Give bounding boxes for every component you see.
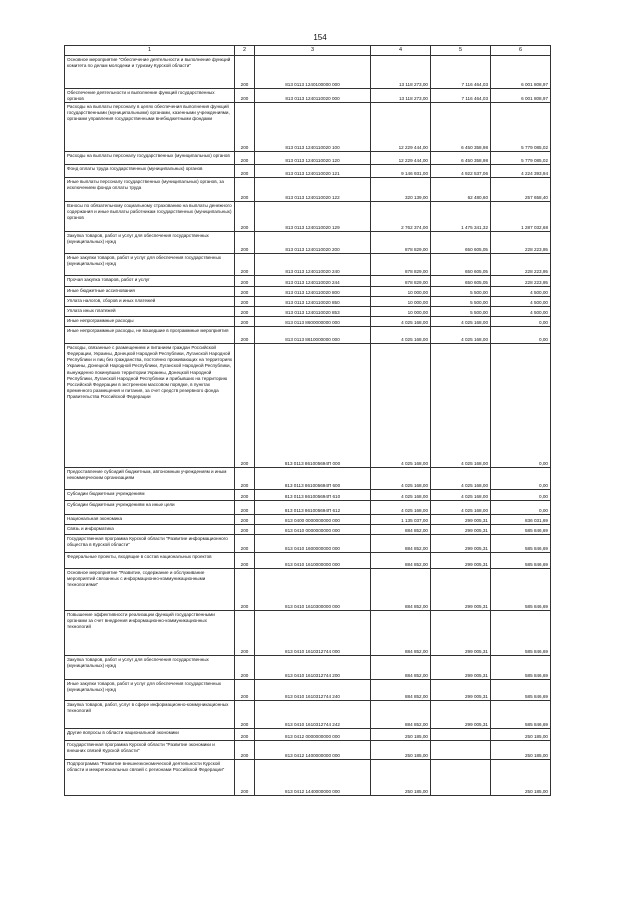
row-executed-amount: 299 005,31 xyxy=(431,656,491,680)
row-label: Иные выплаты персоналу государственных (муниципальных) органов, за исключением фонда оплаты труда xyxy=(65,178,235,202)
row-approved-amount: 884 852,00 xyxy=(371,680,431,701)
table-row xyxy=(65,680,551,701)
row-remaining-amount: 4 500,00 xyxy=(491,287,551,297)
row-classification-code: 813 0113 1240110020 244 xyxy=(255,276,371,287)
row-executed-amount: 299 005,31 xyxy=(431,611,491,656)
row-label: Закупка товаров, работ, услуг в сфере информационно-коммуникационных технологий xyxy=(65,701,235,729)
row-line-code: 200 xyxy=(235,317,255,327)
row-classification-code: 813 0113 1240110020 853 xyxy=(255,307,371,317)
row-remaining-amount: 0,00 xyxy=(491,468,551,490)
row-line-code: 200 xyxy=(235,656,255,680)
row-classification-code: 813 0412 0000000000 000 xyxy=(255,729,371,741)
row-classification-code: 813 0410 1610312744 000 xyxy=(255,611,371,656)
table-row xyxy=(65,327,551,344)
row-line-code: 200 xyxy=(235,327,255,344)
table-row xyxy=(65,701,551,729)
row-classification-code: 813 0113 1240110020 129 xyxy=(255,202,371,232)
row-executed-amount: 4 025 168,00 xyxy=(431,501,491,515)
row-remaining-amount: 250 185,00 xyxy=(491,760,551,796)
row-approved-amount: 250 185,00 xyxy=(371,729,431,741)
row-line-code: 200 xyxy=(235,525,255,535)
budget-execution-table xyxy=(64,45,551,796)
row-line-code: 200 xyxy=(235,760,255,796)
row-executed-amount: 5 500,00 xyxy=(431,287,491,297)
row-classification-code: 813 0400 0000000000 000 xyxy=(255,515,371,525)
row-approved-amount: 878 829,00 xyxy=(371,254,431,276)
row-label: Связь и информатика xyxy=(65,525,235,535)
row-executed-amount: 299 005,31 xyxy=(431,553,491,569)
row-executed-amount: 5 500,00 xyxy=(431,297,491,307)
row-approved-amount: 12 229 444,00 xyxy=(371,103,431,152)
row-remaining-amount: 6 001 808,97 xyxy=(491,56,551,89)
header-col-1: 1 xyxy=(65,46,235,56)
row-line-code: 200 xyxy=(235,515,255,525)
row-executed-amount: 4 025 168,00 xyxy=(431,317,491,327)
table-row xyxy=(65,56,551,89)
row-executed-amount: 62 480,60 xyxy=(431,178,491,202)
row-executed-amount: 4 025 168,00 xyxy=(431,490,491,501)
row-remaining-amount: 6 001 808,97 xyxy=(491,89,551,103)
row-classification-code: 813 0113 1240110020 240 xyxy=(255,254,371,276)
row-approved-amount: 878 829,00 xyxy=(371,232,431,254)
table-row xyxy=(65,202,551,232)
table-row xyxy=(65,741,551,760)
row-executed-amount: 650 605,05 xyxy=(431,276,491,287)
row-line-code: 200 xyxy=(235,741,255,760)
table-row xyxy=(65,515,551,525)
row-classification-code: 813 0113 861005694П 612 xyxy=(255,501,371,515)
row-label: Расходы, связанные с размещением и питанием граждан Российской Федерации, Украины, Донецкой Народной Республики, Луганской Народной Республики и лиц без гражданства, постоянно проживающих на территориях Украины, Донецкой Народной Республики, Луганской Народной Республики, вынужденно покинувших территории Украины, Донецкой Народной Республики, Луганской Народной Республики и прибывших на территорию Российской Федерации в экстренном массовом порядке, в пунктах временного размещения и питания, за счет средств резервного фонда Правительства Российской Федерации xyxy=(65,344,235,468)
row-remaining-amount: 228 223,95 xyxy=(491,254,551,276)
row-remaining-amount: 0,00 xyxy=(491,344,551,468)
row-classification-code: 813 0410 1610312744 240 xyxy=(255,680,371,701)
row-classification-code: 813 0113 1240110020 100 xyxy=(255,103,371,152)
row-executed-amount xyxy=(431,741,491,760)
row-remaining-amount: 0,00 xyxy=(491,501,551,515)
row-remaining-amount: 228 223,95 xyxy=(491,232,551,254)
row-executed-amount: 7 116 464,03 xyxy=(431,89,491,103)
row-label: Федеральные проекты, входящие в состав национальных проектов xyxy=(65,553,235,569)
row-approved-amount: 10 000,00 xyxy=(371,287,431,297)
table-row xyxy=(65,535,551,553)
row-approved-amount: 250 185,00 xyxy=(371,741,431,760)
row-approved-amount: 1 135 037,00 xyxy=(371,515,431,525)
row-executed-amount: 4 025 168,00 xyxy=(431,327,491,344)
row-remaining-amount: 228 223,95 xyxy=(491,276,551,287)
table-row xyxy=(65,178,551,202)
row-executed-amount: 299 005,31 xyxy=(431,525,491,535)
row-executed-amount xyxy=(431,760,491,796)
row-line-code: 200 xyxy=(235,297,255,307)
row-line-code: 200 xyxy=(235,680,255,701)
table-row xyxy=(65,152,551,165)
row-executed-amount xyxy=(431,729,491,741)
row-remaining-amount: 4 224 393,94 xyxy=(491,165,551,178)
table-row xyxy=(65,344,551,468)
row-approved-amount: 884 852,00 xyxy=(371,656,431,680)
table-row xyxy=(65,165,551,178)
row-approved-amount: 884 852,00 xyxy=(371,535,431,553)
row-executed-amount: 6 450 358,98 xyxy=(431,103,491,152)
row-remaining-amount: 1 287 032,68 xyxy=(491,202,551,232)
row-label: Государственная программа Курской области "Развитие экономики и внешних связей Курской области" xyxy=(65,741,235,760)
row-line-code: 200 xyxy=(235,232,255,254)
row-line-code: 200 xyxy=(235,490,255,501)
row-executed-amount: 4 025 168,00 xyxy=(431,344,491,468)
row-line-code: 200 xyxy=(235,729,255,741)
row-label: Субсидии бюджетным учреждениям на иные цели xyxy=(65,501,235,515)
row-remaining-amount: 585 846,69 xyxy=(491,680,551,701)
row-approved-amount: 10 000,00 xyxy=(371,307,431,317)
row-classification-code: 813 0410 0000000000 000 xyxy=(255,525,371,535)
row-approved-amount: 250 185,00 xyxy=(371,760,431,796)
row-label: Расходы на выплаты персоналу государственных (муниципальных) органов xyxy=(65,152,235,165)
row-executed-amount: 5 500,00 xyxy=(431,307,491,317)
row-label: Обеспечение деятельности и выполнение функций государственных органов xyxy=(65,89,235,103)
row-label: Уплата иных платежей xyxy=(65,307,235,317)
row-remaining-amount: 250 185,00 xyxy=(491,729,551,741)
row-label: Предоставление субсидий бюджетным, автономным учреждениям и иным некоммерческим организациям xyxy=(65,468,235,490)
row-executed-amount: 7 116 464,03 xyxy=(431,56,491,89)
row-label: Государственная программа Курской области "Развитие информационного общества в Курской области" xyxy=(65,535,235,553)
row-remaining-amount: 0,00 xyxy=(491,317,551,327)
row-executed-amount: 6 450 358,98 xyxy=(431,152,491,165)
row-classification-code: 813 0412 1400000000 000 xyxy=(255,741,371,760)
row-executed-amount: 299 005,31 xyxy=(431,680,491,701)
row-label: Подпрограмма "Развитие внешнеэкономической деятельности Курской области и межрегиональных связей с регионами Российской Федерации" xyxy=(65,760,235,796)
table-row xyxy=(65,103,551,152)
table-row xyxy=(65,760,551,796)
row-remaining-amount: 585 846,69 xyxy=(491,535,551,553)
row-classification-code: 813 0410 1610300000 000 xyxy=(255,569,371,611)
row-line-code: 200 xyxy=(235,569,255,611)
row-classification-code: 813 0113 8600000000 000 xyxy=(255,317,371,327)
row-label: Взносы по обязательному социальному страхованию на выплаты денежного содержания и иные выплаты работникам государственных (муниципальных) органов xyxy=(65,202,235,232)
table-row xyxy=(65,287,551,297)
row-executed-amount: 299 005,31 xyxy=(431,535,491,553)
header-col-5: 5 xyxy=(431,46,491,56)
table-row xyxy=(65,297,551,307)
row-classification-code: 813 0113 861005694П 610 xyxy=(255,490,371,501)
row-executed-amount: 650 605,05 xyxy=(431,254,491,276)
row-approved-amount: 320 139,00 xyxy=(371,178,431,202)
row-remaining-amount: 585 846,69 xyxy=(491,525,551,535)
row-approved-amount: 4 025 168,00 xyxy=(371,501,431,515)
row-remaining-amount: 0,00 xyxy=(491,327,551,344)
table-row xyxy=(65,525,551,535)
row-classification-code: 813 0410 1610000000 000 xyxy=(255,553,371,569)
row-line-code: 200 xyxy=(235,254,255,276)
row-approved-amount: 9 146 931,00 xyxy=(371,165,431,178)
row-executed-amount: 299 005,31 xyxy=(431,515,491,525)
row-approved-amount: 2 762 374,00 xyxy=(371,202,431,232)
row-executed-amount: 4 025 168,00 xyxy=(431,468,491,490)
row-classification-code: 813 0410 1600000000 000 xyxy=(255,535,371,553)
row-line-code: 200 xyxy=(235,307,255,317)
table-row xyxy=(65,89,551,103)
row-label: Прочая закупка товаров, работ и услуг xyxy=(65,276,235,287)
row-executed-amount: 650 605,05 xyxy=(431,232,491,254)
table-row xyxy=(65,501,551,515)
row-approved-amount: 13 118 273,00 xyxy=(371,56,431,89)
table-row xyxy=(65,276,551,287)
row-remaining-amount: 585 846,69 xyxy=(491,611,551,656)
row-approved-amount: 4 025 168,00 xyxy=(371,317,431,327)
row-classification-code: 813 0113 861005694П 000 xyxy=(255,344,371,468)
row-line-code: 200 xyxy=(235,89,255,103)
header-col-2: 2 xyxy=(235,46,255,56)
row-label: Закупка товаров, работ и услуг для обеспечения государственных (муниципальных) нужд xyxy=(65,232,235,254)
row-approved-amount: 884 852,00 xyxy=(371,701,431,729)
header-col-3: 3 xyxy=(255,46,371,56)
table-header-row xyxy=(65,46,551,56)
row-label: Уплата налогов, сборов и иных платежей xyxy=(65,297,235,307)
row-label: Закупка товаров, работ и услуг для обеспечения государственных (муниципальных) нужд xyxy=(65,656,235,680)
row-label: Иные закупки товаров, работ и услуг для обеспечения государственных (муниципальных) нужд xyxy=(65,254,235,276)
page-number: 154 xyxy=(313,33,327,42)
row-executed-amount: 299 005,31 xyxy=(431,701,491,729)
row-classification-code: 813 0113 1240110020 200 xyxy=(255,232,371,254)
row-classification-code: 813 0113 1240110020 121 xyxy=(255,165,371,178)
row-approved-amount: 884 852,00 xyxy=(371,569,431,611)
row-classification-code: 813 0113 1240100000 000 xyxy=(255,56,371,89)
row-executed-amount: 4 922 537,06 xyxy=(431,165,491,178)
row-remaining-amount: 4 500,00 xyxy=(491,307,551,317)
row-line-code: 200 xyxy=(235,501,255,515)
row-line-code: 200 xyxy=(235,56,255,89)
row-line-code: 200 xyxy=(235,178,255,202)
row-line-code: 200 xyxy=(235,535,255,553)
row-approved-amount: 13 118 273,00 xyxy=(371,89,431,103)
table-row xyxy=(65,232,551,254)
row-line-code: 200 xyxy=(235,344,255,468)
row-label: Иные непрограммные расходы, не вошедшие в программные мероприятия xyxy=(65,327,235,344)
row-remaining-amount: 250 185,00 xyxy=(491,741,551,760)
row-approved-amount: 4 025 168,00 xyxy=(371,327,431,344)
row-line-code: 200 xyxy=(235,468,255,490)
table-row xyxy=(65,569,551,611)
row-label: Другие вопросы в области национальной экономики xyxy=(65,729,235,741)
row-label: Национальная экономика xyxy=(65,515,235,525)
table-row xyxy=(65,553,551,569)
row-approved-amount: 878 829,00 xyxy=(371,276,431,287)
table-row xyxy=(65,254,551,276)
table-row xyxy=(65,729,551,741)
table-row xyxy=(65,611,551,656)
row-remaining-amount: 5 779 085,02 xyxy=(491,103,551,152)
row-approved-amount: 884 852,00 xyxy=(371,611,431,656)
row-classification-code: 813 0113 1240110020 800 xyxy=(255,287,371,297)
row-approved-amount: 884 852,00 xyxy=(371,525,431,535)
row-classification-code: 813 0412 1440000000 000 xyxy=(255,760,371,796)
row-classification-code: 813 0113 861005694П 600 xyxy=(255,468,371,490)
row-label: Иные бюджетные ассигнования xyxy=(65,287,235,297)
row-label: Иные непрограммные расходы xyxy=(65,317,235,327)
row-executed-amount: 299 005,31 xyxy=(431,569,491,611)
row-approved-amount: 12 229 444,00 xyxy=(371,152,431,165)
row-line-code: 200 xyxy=(235,103,255,152)
row-classification-code: 813 0410 1610312744 200 xyxy=(255,656,371,680)
table-row xyxy=(65,490,551,501)
row-remaining-amount: 257 658,40 xyxy=(491,178,551,202)
table-row xyxy=(65,307,551,317)
header-col-6: 6 xyxy=(491,46,551,56)
row-remaining-amount: 4 500,00 xyxy=(491,297,551,307)
row-approved-amount: 4 025 168,00 xyxy=(371,490,431,501)
row-classification-code: 813 0113 1240110020 000 xyxy=(255,89,371,103)
row-label: Субсидии бюджетным учреждениям xyxy=(65,490,235,501)
row-label: Иные закупки товаров, работ и услуг для обеспечения государственных (муниципальных) нужд xyxy=(65,680,235,701)
row-label: Основное мероприятие "Развитие, содержание и обслуживание мероприятий связанных с информационно-коммуникационными технологиями" xyxy=(65,569,235,611)
header-col-4: 4 xyxy=(371,46,431,56)
row-remaining-amount: 5 779 085,02 xyxy=(491,152,551,165)
table-body xyxy=(65,56,551,796)
row-line-code: 200 xyxy=(235,287,255,297)
row-label: Фонд оплаты труда государственных (муниципальных) органов xyxy=(65,165,235,178)
row-approved-amount: 10 000,00 xyxy=(371,297,431,307)
row-label: Основное мероприятие "Обеспечение деятельности и выполнение функций комитета по делам молодежи и туризму Курской области" xyxy=(65,56,235,89)
row-classification-code: 813 0410 1610312744 242 xyxy=(255,701,371,729)
row-remaining-amount: 585 846,69 xyxy=(491,553,551,569)
row-line-code: 200 xyxy=(235,553,255,569)
table-row xyxy=(65,468,551,490)
row-classification-code: 813 0113 1240110020 850 xyxy=(255,297,371,307)
row-classification-code: 813 0113 1240110020 120 xyxy=(255,152,371,165)
row-classification-code: 813 0113 8610000000 000 xyxy=(255,327,371,344)
row-line-code: 200 xyxy=(235,202,255,232)
row-remaining-amount: 585 846,69 xyxy=(491,569,551,611)
row-remaining-amount: 836 031,69 xyxy=(491,515,551,525)
row-remaining-amount: 0,00 xyxy=(491,490,551,501)
row-remaining-amount: 585 846,69 xyxy=(491,656,551,680)
row-line-code: 200 xyxy=(235,611,255,656)
row-approved-amount: 4 025 168,00 xyxy=(371,468,431,490)
row-line-code: 200 xyxy=(235,701,255,729)
row-approved-amount: 4 025 168,00 xyxy=(371,344,431,468)
row-executed-amount: 1 475 341,32 xyxy=(431,202,491,232)
row-label: Повышение эффективности реализации функций государственными органами за счет внедрения информационно-коммуникационных технологий xyxy=(65,611,235,656)
row-classification-code: 813 0113 1240110020 122 xyxy=(255,178,371,202)
table-row xyxy=(65,317,551,327)
row-remaining-amount: 585 846,69 xyxy=(491,701,551,729)
row-label: Расходы на выплаты персоналу в целях обеспечения выполнения функций государственными (муниципальными) органами, казенными учреждениями, органами управления государственными внебюджетными фондами xyxy=(65,103,235,152)
table-row xyxy=(65,656,551,680)
row-line-code: 200 xyxy=(235,152,255,165)
row-line-code: 200 xyxy=(235,165,255,178)
row-approved-amount: 884 852,00 xyxy=(371,553,431,569)
row-line-code: 200 xyxy=(235,276,255,287)
